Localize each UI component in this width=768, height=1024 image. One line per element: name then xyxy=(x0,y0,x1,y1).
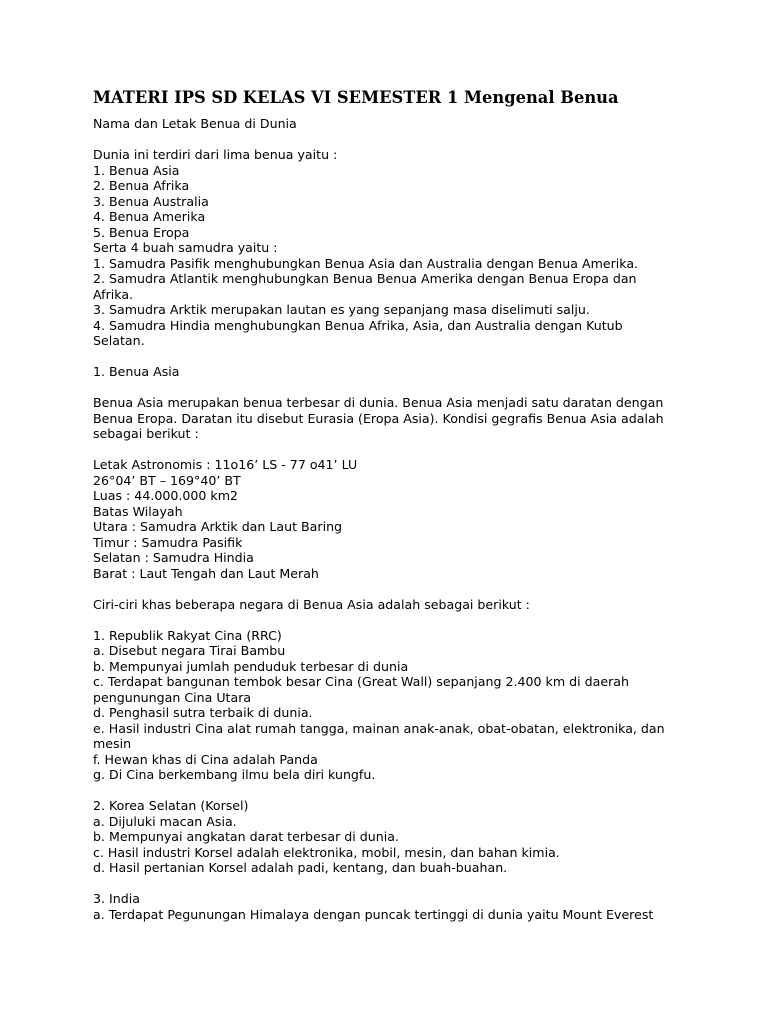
text-line: 1. Benua Asia xyxy=(93,364,180,379)
text-line: f. Hewan khas di Cina adalah Panda xyxy=(93,751,318,767)
text-line: b. Mempunyai angkatan darat terbesar di dunia. xyxy=(93,829,399,844)
text-line: a. Dijuluki macan Asia. xyxy=(93,813,237,829)
text-line: 4. Samudra Hindia menghubungkan Benua Afrika, Asia, dan Australia dengan Kutub xyxy=(93,317,623,333)
text-line: Benua Eropa. Daratan itu disebut Eurasia (Eropa Asia). Kondisi gegrafis Benua Asia adalah xyxy=(93,410,664,426)
text-line: g. Di Cina berkembang ilmu bela diri kungfu. xyxy=(93,767,376,782)
text-line: 2. Benua Afrika xyxy=(93,178,190,193)
blank-line xyxy=(93,380,693,396)
text-line: sebagai berikut : xyxy=(93,426,199,441)
text-line: e. Hasil industri Cina alat rumah tangga, mainan anak-anak, obat-obatan, elektronika, dan xyxy=(93,720,665,736)
text-line: b. Mempunyai jumlah penduduk terbesar di dunia xyxy=(93,658,409,674)
text-line: pengunungan Cina Utara xyxy=(93,689,252,705)
text-line: d. Penghasil sutra terbaik di dunia. xyxy=(93,705,313,720)
blank-line xyxy=(93,581,693,597)
text-line: Utara : Samudra Arktik dan Laut Baring xyxy=(93,519,343,534)
text-line: Selatan. xyxy=(93,333,145,348)
text-line: Nama dan Letak Benua di Dunia xyxy=(93,116,297,131)
text-line: 2. Korea Selatan (Korsel) xyxy=(93,798,249,813)
document-body xyxy=(93,116,693,922)
text-line: 26°04’ BT – 169°40’ BT xyxy=(93,472,241,488)
text-line: mesin xyxy=(93,736,132,751)
text-line: 1. Benua Asia xyxy=(93,162,180,178)
text-line: Batas Wilayah xyxy=(93,503,183,519)
blank-line xyxy=(93,132,693,148)
document-title: MATERI IPS SD KELAS VI SEMESTER 1 Mengenal Benua xyxy=(93,88,619,107)
text-line: Luas : 44.000.000 km2 xyxy=(93,488,238,503)
text-line: d. Hasil pertanian Korsel adalah padi, kentang, dan buah-buahan. xyxy=(93,860,508,875)
text-line: c. Terdapat bangunan tembok besar Cina (Great Wall) sepanjang 2.400 km di daerah xyxy=(93,674,629,689)
text-line: 1. Samudra Pasifik menghubungkan Benua Asia dan Australia dengan Benua Amerika. xyxy=(93,255,639,271)
blank-line xyxy=(93,349,693,365)
text-line: Ciri-ciri khas beberapa negara di Benua Asia adalah sebagai berikut : xyxy=(93,596,530,612)
blank-line xyxy=(93,876,693,892)
text-line: a. Terdapat Pegunungan Himalaya dengan puncak tertinggi di dunia yaitu Mount Everest xyxy=(93,906,654,922)
text-line: 3. India xyxy=(93,891,140,906)
text-line: Serta 4 buah samudra yaitu : xyxy=(93,240,278,255)
blank-line xyxy=(93,612,693,628)
text-line: c. Hasil industri Korsel adalah elektronika, mobil, mesin, dan bahan kimia. xyxy=(93,844,560,860)
text-line: Benua Asia merupakan benua terbesar di dunia. Benua Asia menjadi satu daratan dengan xyxy=(93,395,664,410)
text-line: 3. Benua Australia xyxy=(93,193,209,209)
text-line: 4. Benua Amerika xyxy=(93,209,206,224)
text-line: Timur : Samudra Pasifik xyxy=(93,534,243,550)
text-line: Barat : Laut Tengah dan Laut Merah xyxy=(93,565,319,581)
text-line: a. Disebut negara Tirai Bambu xyxy=(93,643,286,658)
text-line: Afrika. xyxy=(93,286,134,302)
blank-line xyxy=(93,783,693,799)
blank-line xyxy=(93,442,693,458)
text-line: Letak Astronomis : 11o16’ LS - 77 o41’ LU xyxy=(93,457,358,472)
text-line: 5. Benua Eropa xyxy=(93,224,190,240)
document-page xyxy=(93,86,693,922)
text-line: Selatan : Samudra Hindia xyxy=(93,550,254,565)
text-line: Dunia ini terdiri dari lima benua yaitu : xyxy=(93,147,338,162)
text-line: 2. Samudra Atlantik menghubungkan Benua Benua Amerika dengan Benua Eropa dan xyxy=(93,271,637,286)
text-line: 1. Republik Rakyat Cina (RRC) xyxy=(93,627,282,643)
text-line: 3. Samudra Arktik merupakan lautan es yang sepanjang masa diselimuti salju. xyxy=(93,302,590,317)
